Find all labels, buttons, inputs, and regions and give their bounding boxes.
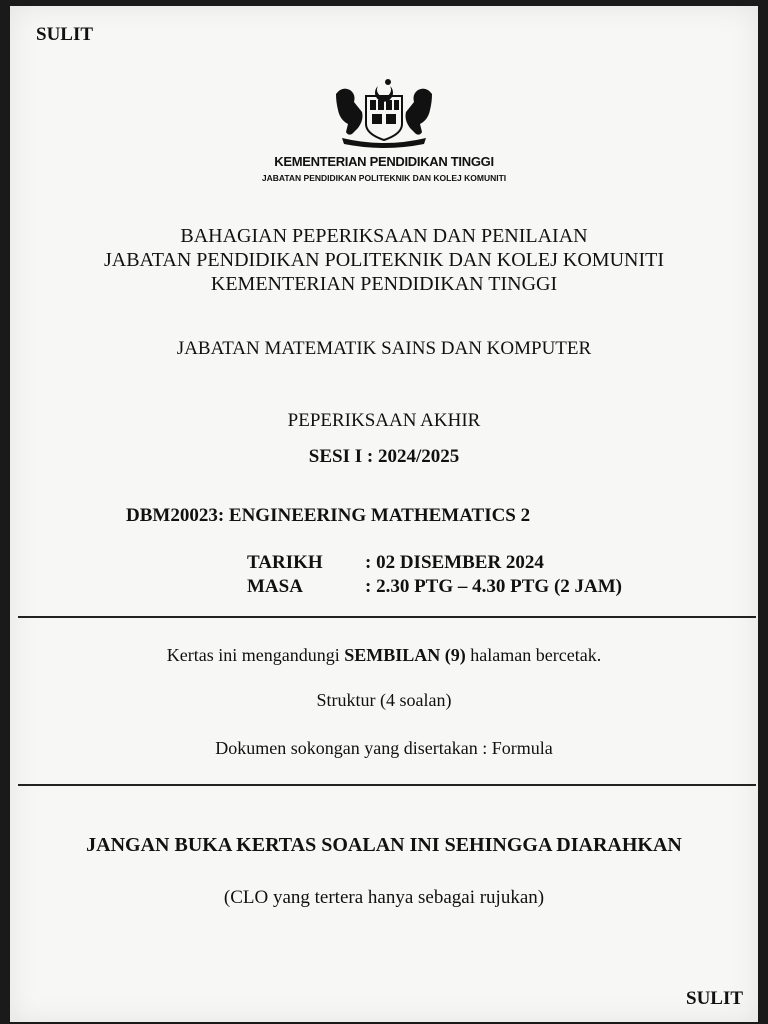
course-code-title: DBM20023: ENGINEERING MATHEMATICS 2: [126, 505, 531, 526]
date-value: : 02 DISEMBER 2024: [365, 552, 544, 573]
time-value: : 2.30 PTG – 4.30 PTG (2 JAM): [365, 576, 623, 597]
exam-title: PEPERIKSAAN AKHIR: [287, 410, 481, 431]
date-row: [247, 551, 622, 575]
division-block: [0, 224, 768, 296]
page-count-suffix: halaman bercetak.: [465, 645, 602, 665]
classification-top: SULIT: [36, 24, 94, 45]
ministry-name: KEMENTERIAN PENDIDIKAN TINGGI: [274, 154, 494, 169]
ministry-department: JABATAN PENDIDIKAN POLITEKNIK DAN KOLEJ KOMUNITI: [261, 173, 507, 183]
classification-bottom: SULIT: [686, 988, 744, 1009]
do-not-open-warning: JANGAN BUKA KERTAS SOALAN INI SEHINGGA DIARAHKAN: [86, 834, 682, 856]
time-label: MASA: [247, 576, 303, 597]
division-line-2: JABATAN PENDIDIKAN POLITEKNIK DAN KOLEJ KOMUNITI: [103, 249, 664, 271]
page-count: SEMBILAN (9): [344, 645, 466, 665]
exam-session: SESI I : 2024/2025: [308, 446, 460, 467]
clo-note: (CLO yang tertera hanya sebagai rujukan): [223, 887, 545, 908]
page-count-line: [0, 645, 768, 666]
exam-schedule: [247, 551, 622, 599]
divider-bottom: [18, 784, 756, 786]
supporting-docs-line: Dokumen sokongan yang disertakan : Formula: [215, 738, 553, 758]
division-line-3: KEMENTERIAN PENDIDIKAN TINGGI: [210, 273, 558, 295]
division-line-1: BAHAGIAN PEPERIKSAAN DAN PENILAIAN: [180, 225, 588, 247]
page-count-prefix: Kertas ini mengandungi: [166, 645, 345, 665]
coat-of-arms-icon: [328, 74, 440, 150]
time-row: [247, 575, 622, 599]
divider-top: [18, 616, 756, 618]
ministry-header: [0, 154, 768, 186]
date-label: TARIKH: [247, 552, 323, 573]
structure-line: Struktur (4 soalan): [316, 690, 452, 710]
department-name: JABATAN MATEMATIK SAINS DAN KOMPUTER: [176, 338, 592, 359]
